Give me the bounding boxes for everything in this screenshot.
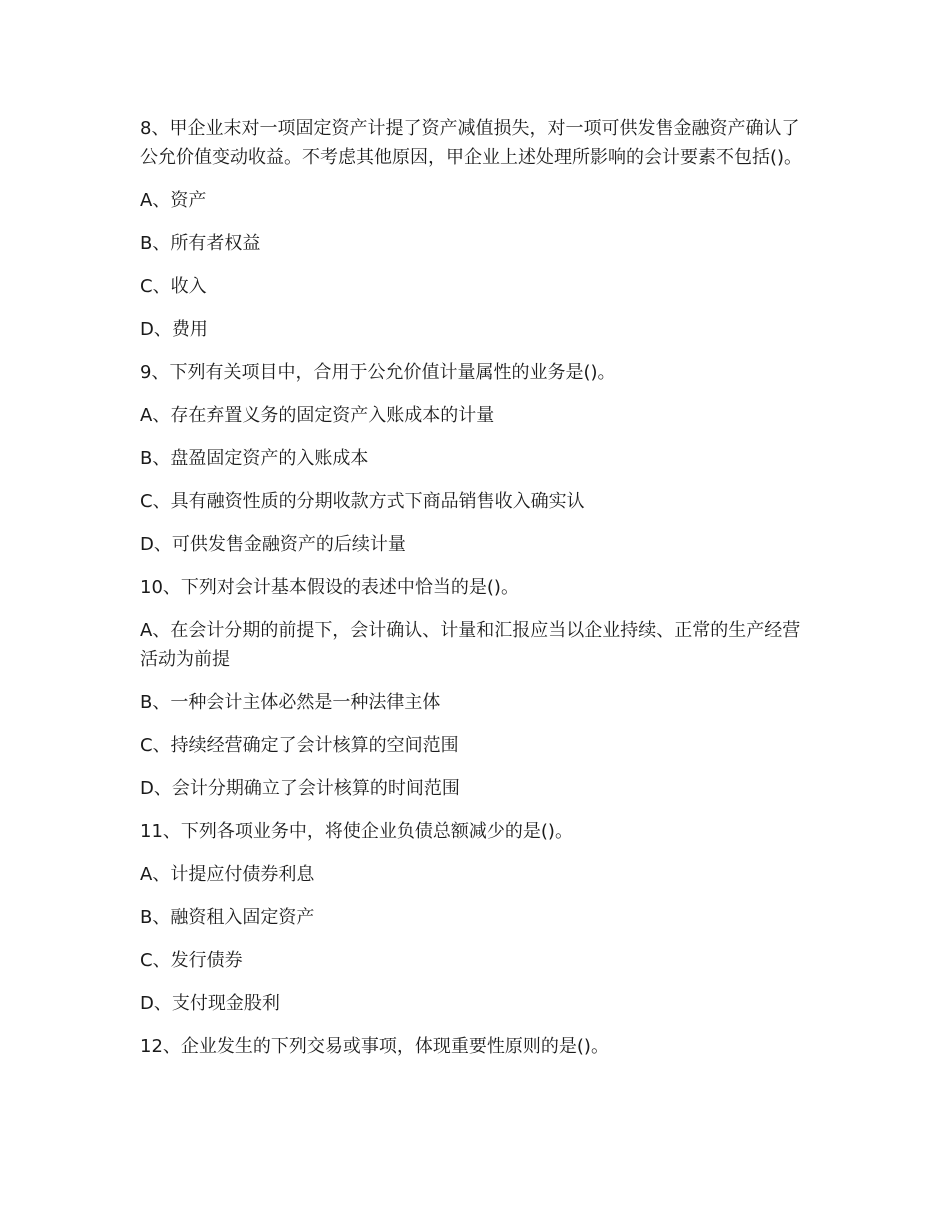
question-10-stem: 10、下列对会计基本假设的表述中恰当的是()。 [140, 577, 519, 598]
question-9-option-d: D、可供发售金融资产的后续计量 [140, 534, 406, 555]
question-10-option-d: D、会计分期确立了会计核算的时间范围 [140, 778, 460, 799]
question-8-option-b: B、所有者权益 [140, 233, 261, 254]
document-page [140, 114, 812, 1075]
question-11-stem: 11、下列各项业务中，将使企业负债总额减少的是()。 [140, 821, 573, 842]
question-9-option-b: B、盘盈固定资产的入账成本 [140, 448, 369, 469]
question-9-option-c: C、具有融资性质的分期收款方式下商品销售收入确实认 [140, 491, 585, 512]
question-10-option-a: A、在会计分期的前提下，会计确认、计量和汇报应当以企业持续、正常的生产经营活动为前提 [140, 620, 801, 670]
question-10-option-c: C、持续经营确定了会计核算的空间范围 [140, 735, 459, 756]
question-8-option-d: D、费用 [140, 319, 208, 340]
question-11-option-c: C、发行债券 [140, 950, 243, 971]
question-9-stem: 9、下列有关项目中，合用于公允价值计量属性的业务是()。 [140, 362, 616, 383]
question-11-option-b: B、融资租入固定资产 [140, 907, 315, 928]
question-8-option-c: C、收入 [140, 276, 207, 297]
question-10-option-b: B、一种会计主体必然是一种法律主体 [140, 692, 441, 713]
question-8-option-a: A、资产 [140, 190, 207, 211]
question-11-option-a: A、计提应付债券利息 [140, 864, 315, 885]
question-8-stem: 8、甲企业末对一项固定资产计提了资产减值损失，对一项可供发售金融资产确认了公允价值变动收益。不考虑其他原因，甲企业上述处理所影响的会计要素不包括()。 [140, 118, 803, 168]
question-9-option-a: A、存在弃置义务的固定资产入账成本的计量 [140, 405, 495, 426]
question-11-option-d: D、支付现金股利 [140, 993, 280, 1014]
question-12-stem: 12、企业发生的下列交易或事项，体现重要性原则的是()。 [140, 1036, 609, 1057]
